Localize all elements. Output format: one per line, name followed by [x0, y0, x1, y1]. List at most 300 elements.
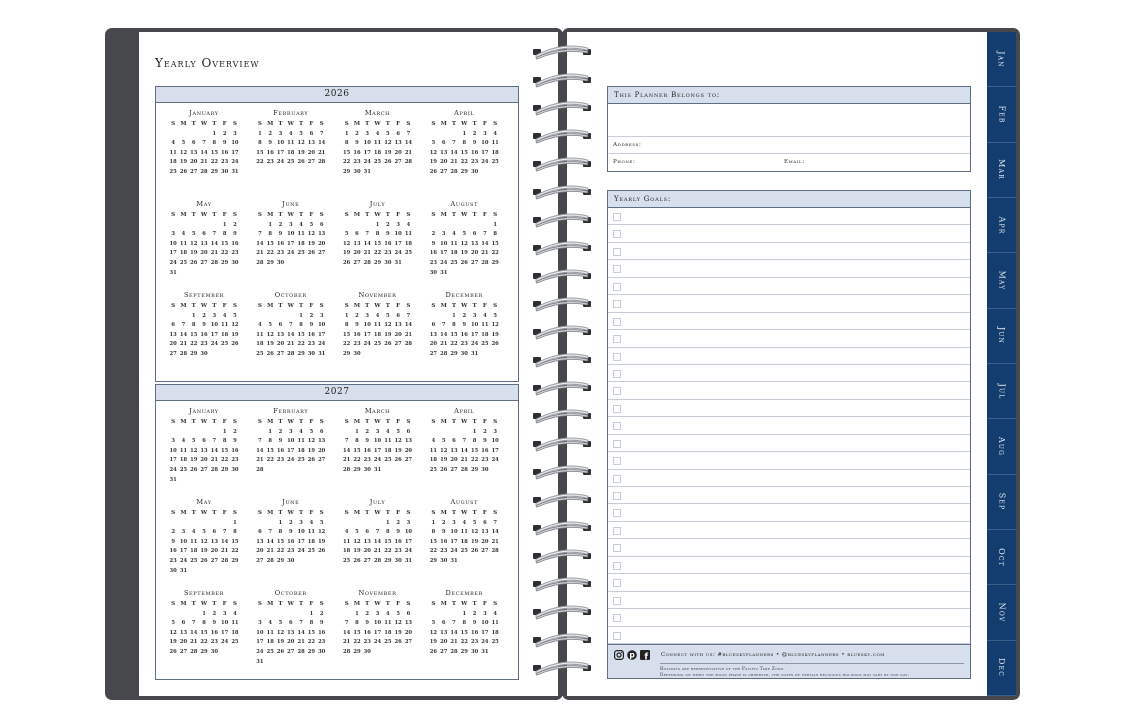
day-number: 30 [353, 168, 361, 175]
month-name: January [189, 407, 219, 415]
weekday-label: S [171, 510, 176, 516]
goal-checkbox[interactable] [613, 370, 621, 378]
day-number: 18 [231, 629, 239, 636]
goal-line[interactable] [608, 278, 970, 295]
day-number: 9 [462, 322, 467, 329]
day-number: 3 [483, 130, 487, 137]
day-number: 14 [481, 240, 489, 247]
day-grid [428, 428, 500, 476]
day-number: 6 [319, 221, 324, 228]
weekday-label: S [232, 303, 237, 309]
day-number: 16 [440, 538, 448, 545]
day-number: 26 [460, 259, 468, 266]
day-number: 19 [394, 447, 402, 454]
goal-line[interactable] [608, 348, 970, 365]
day-number: 14 [363, 240, 371, 247]
weekday-label: S [431, 212, 436, 218]
goal-checkbox[interactable] [613, 335, 621, 343]
goal-line[interactable] [608, 365, 970, 382]
goal-checkbox[interactable] [613, 632, 621, 640]
day-number: 6 [288, 620, 293, 627]
goal-checkbox[interactable] [613, 509, 621, 517]
month-calendar [428, 199, 515, 290]
day-number: 9 [355, 322, 359, 329]
month-calendar [255, 406, 342, 497]
goal-checkbox[interactable] [613, 283, 621, 291]
day-number: 2 [222, 130, 227, 137]
day-number: 21 [256, 250, 264, 257]
day-number: 28 [450, 168, 458, 175]
weekday-label: T [365, 510, 370, 516]
empty-day [459, 428, 469, 438]
day-number: 23 [318, 639, 326, 646]
month-tab-nov[interactable] [987, 585, 1016, 640]
month-tab-oct[interactable] [987, 530, 1016, 585]
day-number: 4 [462, 519, 467, 526]
day-number: 22 [450, 341, 458, 348]
day-number: 17 [481, 149, 489, 156]
weekday-label: T [212, 212, 217, 218]
day-number: 25 [307, 548, 315, 555]
weekday-header-row [168, 120, 240, 130]
day-number: 17 [169, 250, 177, 257]
facebook-icon [640, 650, 650, 660]
goal-line[interactable] [608, 330, 970, 347]
day-number: 28 [190, 648, 198, 655]
month-name: September [183, 291, 225, 299]
empty-day [362, 221, 372, 231]
day-number: 22 [297, 341, 305, 348]
day-number: 31 [470, 350, 479, 357]
month-tab-label: Feb [996, 105, 1006, 124]
day-number: 4 [181, 231, 186, 238]
day-number: 18 [256, 341, 264, 348]
weekday-label: F [396, 212, 401, 218]
weekday-label: F [482, 601, 487, 607]
goal-line[interactable] [608, 504, 970, 521]
day-number: 28 [343, 648, 351, 655]
goal-line[interactable] [608, 574, 970, 591]
goal-checkbox[interactable] [613, 213, 621, 221]
goal-checkbox[interactable] [613, 300, 621, 308]
weekday-label: S [257, 212, 262, 218]
weekday-label: S [232, 601, 237, 607]
day-number: 26 [384, 159, 392, 166]
day-number: 21 [440, 341, 448, 348]
day-number: 23 [394, 548, 402, 555]
month-tab-dec[interactable] [987, 641, 1016, 696]
day-number: 26 [384, 341, 392, 348]
weekday-label: F [482, 303, 487, 309]
weekday-label: M [440, 510, 447, 516]
weekday-label: W [461, 212, 468, 218]
weekday-label: T [385, 601, 390, 607]
day-number: 5 [396, 610, 400, 617]
goal-checkbox[interactable] [613, 265, 621, 273]
day-number: 11 [384, 620, 392, 627]
goal-checkbox[interactable] [613, 544, 621, 552]
day-number: 15 [231, 538, 239, 545]
day-number: 27 [179, 648, 188, 655]
goal-checkbox[interactable] [613, 387, 621, 395]
day-number: 24 [256, 648, 264, 655]
goal-checkbox[interactable] [613, 457, 621, 465]
day-number: 31 [440, 269, 448, 276]
day-number: 23 [470, 639, 479, 646]
day-number: 29 [470, 466, 479, 473]
day-number: 13 [450, 447, 458, 454]
weekday-label: S [319, 601, 324, 607]
spiral-coil [531, 184, 593, 200]
day-number: 5 [202, 529, 206, 536]
goal-line[interactable] [608, 435, 970, 452]
day-number: 14 [266, 538, 274, 545]
month-tab-aug[interactable] [987, 419, 1016, 474]
day-number: 26 [190, 466, 198, 473]
weekday-label: S [232, 212, 237, 218]
empty-day [459, 221, 469, 231]
goal-checkbox[interactable] [613, 440, 621, 448]
day-number: 18 [179, 457, 188, 464]
day-number: 30 [231, 259, 239, 266]
day-number: 27 [307, 159, 315, 166]
goal-checkbox[interactable] [613, 422, 621, 430]
weekday-label: M [180, 510, 187, 516]
goal-checkbox[interactable] [613, 579, 621, 587]
day-number: 31 [169, 476, 177, 483]
weekday-label: S [257, 601, 262, 607]
month-name: April [454, 109, 475, 117]
day-number: 9 [355, 140, 359, 147]
weekday-header-row [168, 509, 240, 519]
day-number: 18 [404, 240, 413, 247]
month-calendar [255, 497, 342, 588]
weekday-label: M [353, 601, 361, 607]
day-number: 14 [343, 447, 351, 454]
spiral-coil [531, 44, 593, 60]
day-number: 10 [287, 438, 295, 445]
day-number: 15 [276, 538, 285, 545]
day-number: 20 [394, 331, 402, 338]
day-grid [342, 519, 414, 567]
day-number: 7 [181, 322, 186, 329]
weekday-label: S [344, 419, 349, 425]
day-number: 12 [266, 331, 274, 338]
day-number: 17 [231, 149, 239, 156]
day-number: 7 [344, 438, 349, 445]
goal-line[interactable] [608, 557, 970, 574]
day-number: 10 [470, 322, 479, 329]
goal-line[interactable] [608, 470, 970, 487]
weekday-header-row [428, 211, 500, 221]
goal-checkbox[interactable] [613, 562, 621, 570]
instagram-icon [614, 650, 624, 660]
day-number: 18 [266, 639, 274, 646]
empty-day [265, 519, 275, 529]
day-number: 17 [470, 331, 479, 338]
day-number: 1 [493, 221, 497, 228]
day-number: 23 [266, 159, 274, 166]
goal-checkbox[interactable] [613, 527, 621, 535]
day-number: 4 [309, 519, 314, 526]
day-number: 22 [200, 639, 208, 646]
day-grid [428, 519, 500, 567]
goal-line[interactable] [608, 208, 970, 225]
day-number: 8 [268, 438, 272, 445]
day-number: 26 [429, 168, 438, 175]
goal-line[interactable] [608, 592, 970, 609]
goal-line[interactable] [608, 487, 970, 504]
empty-day [209, 428, 219, 438]
weekday-label: M [440, 212, 447, 218]
weekday-label: S [232, 510, 237, 516]
day-number: 16 [470, 149, 479, 156]
goal-line[interactable] [608, 313, 970, 330]
weekday-label: W [287, 601, 294, 607]
day-number: 24 [373, 457, 382, 464]
weekday-label: S [406, 510, 411, 516]
day-number: 1 [344, 130, 349, 137]
day-number: 16 [318, 629, 326, 636]
month-tab-apr[interactable] [987, 198, 1016, 253]
day-number: 23 [353, 159, 361, 166]
goal-line[interactable] [608, 400, 970, 417]
weekday-label: F [309, 121, 314, 127]
empty-day [428, 130, 438, 140]
day-number: 9 [171, 538, 175, 545]
day-number: 5 [441, 438, 446, 445]
day-number: 7 [202, 140, 206, 147]
day-number: 3 [288, 428, 293, 435]
day-number: 14 [450, 149, 458, 156]
weekday-label: S [493, 303, 498, 309]
day-number: 5 [309, 428, 314, 435]
goal-line[interactable] [608, 225, 970, 242]
day-number: 20 [318, 447, 326, 454]
month-name: February [273, 407, 309, 415]
month-name: January [189, 109, 219, 117]
month-tab-jan[interactable] [987, 32, 1016, 87]
day-number: 21 [179, 341, 188, 348]
weekday-label: T [191, 601, 196, 607]
day-number: 2 [386, 221, 390, 228]
day-number: 1 [386, 519, 390, 526]
day-number: 12 [179, 149, 188, 156]
day-number: 21 [210, 457, 218, 464]
month-tab-jun[interactable] [987, 309, 1016, 364]
day-number: 17 [373, 629, 382, 636]
day-number: 11 [287, 140, 295, 147]
goal-line[interactable] [608, 539, 970, 556]
day-grid [342, 312, 414, 360]
day-number: 11 [256, 331, 264, 338]
day-number: 11 [190, 538, 198, 545]
goal-checkbox[interactable] [613, 405, 621, 413]
empty-day [178, 428, 188, 438]
day-number: 5 [472, 519, 477, 526]
day-number: 3 [222, 610, 227, 617]
day-number: 20 [450, 457, 458, 464]
day-number: 27 [200, 259, 208, 266]
weekday-label: W [200, 212, 208, 218]
day-number: 18 [491, 629, 499, 636]
day-number: 23 [169, 557, 177, 564]
day-number: 17 [210, 331, 218, 338]
day-number: 24 [373, 639, 382, 646]
day-number: 18 [450, 250, 458, 257]
goal-checkbox[interactable] [613, 318, 621, 326]
empty-day [342, 519, 352, 529]
month-tab-may[interactable] [987, 253, 1016, 308]
day-number: 8 [309, 620, 314, 627]
spiral-coil [531, 240, 593, 256]
day-number: 14 [343, 629, 351, 636]
month-name: July [369, 200, 386, 208]
goal-checkbox[interactable] [613, 475, 621, 483]
day-number: 24 [440, 259, 448, 266]
day-number: 26 [353, 557, 361, 564]
day-number: 13 [429, 331, 438, 338]
goal-checkbox[interactable] [613, 492, 621, 500]
day-grid [255, 130, 327, 168]
day-number: 17 [297, 538, 305, 545]
day-number: 2 [309, 312, 314, 319]
address-field[interactable] [608, 137, 970, 154]
weekday-label: W [287, 303, 294, 309]
weekday-label: T [191, 419, 196, 425]
spiral-coil [531, 660, 593, 676]
day-number: 2 [472, 130, 477, 137]
day-number: 28 [200, 168, 208, 175]
day-number: 10 [297, 529, 305, 536]
goal-line[interactable] [608, 627, 970, 644]
day-number: 22 [221, 250, 229, 257]
weekday-label: F [309, 510, 314, 516]
day-number: 11 [297, 438, 305, 445]
day-number: 3 [483, 610, 487, 617]
goal-line[interactable] [608, 295, 970, 312]
name-field[interactable] [608, 104, 970, 137]
day-number: 30 [470, 168, 479, 175]
weekday-label: M [353, 419, 361, 425]
goal-checkbox[interactable] [613, 614, 621, 622]
empty-day [449, 428, 459, 438]
day-number: 8 [222, 438, 227, 445]
day-number: 21 [363, 250, 371, 257]
day-number: 21 [210, 250, 218, 257]
day-number: 4 [483, 312, 487, 319]
weekday-label: T [451, 303, 457, 309]
day-grid [168, 221, 240, 279]
goal-line[interactable] [608, 260, 970, 277]
weekday-label: W [461, 303, 468, 309]
month-tab-jul[interactable] [987, 364, 1016, 419]
weekday-label: F [222, 601, 227, 607]
day-number: 2 [288, 519, 293, 526]
day-number: 12 [276, 629, 285, 636]
day-number: 23 [384, 250, 392, 257]
day-grid [255, 221, 327, 269]
goal-line[interactable] [608, 382, 970, 399]
day-number: 6 [191, 140, 196, 147]
phone-email-field[interactable] [608, 154, 970, 171]
day-number: 29 [460, 648, 468, 655]
weekday-label: W [200, 510, 208, 516]
month-name: August [450, 498, 479, 506]
month-name: August [450, 200, 479, 208]
empty-day [255, 428, 265, 438]
day-number: 20 [307, 149, 315, 156]
goal-line[interactable] [608, 417, 970, 434]
weekday-header-row [168, 211, 240, 221]
day-number: 19 [470, 538, 479, 545]
pinterest-icon [627, 650, 637, 660]
weekday-header-row [255, 600, 327, 610]
day-number: 12 [429, 149, 438, 156]
day-number: 25 [169, 168, 177, 175]
day-number: 15 [353, 447, 361, 454]
month-tab-sep[interactable] [987, 475, 1016, 530]
weekday-label: F [222, 212, 227, 218]
weekday-label: S [171, 212, 176, 218]
day-number: 31 [318, 350, 326, 357]
goal-line[interactable] [608, 452, 970, 469]
day-number: 1 [462, 130, 467, 137]
goal-checkbox[interactable] [613, 230, 621, 238]
day-number: 7 [365, 231, 370, 238]
weekday-label: T [472, 212, 477, 218]
goal-line[interactable] [608, 609, 970, 626]
day-number: 19 [491, 331, 499, 338]
day-number: 27 [440, 168, 448, 175]
day-number: 16 [353, 149, 361, 156]
day-number: 28 [450, 648, 458, 655]
month-tab-mar[interactable] [987, 143, 1016, 198]
day-number: 11 [373, 140, 382, 147]
day-number: 9 [483, 438, 487, 445]
day-number: 28 [481, 259, 489, 266]
day-number: 13 [394, 140, 402, 147]
planner-owner-box [607, 86, 971, 172]
day-number: 13 [210, 538, 218, 545]
day-number: 19 [179, 159, 188, 166]
day-number: 10 [231, 140, 239, 147]
weekday-label: S [493, 510, 498, 516]
goal-lines [608, 208, 970, 644]
day-number: 15 [353, 629, 361, 636]
month-tab-feb[interactable] [987, 87, 1016, 142]
goal-line[interactable] [608, 243, 970, 260]
day-number: 1 [355, 428, 359, 435]
goal-line[interactable] [608, 522, 970, 539]
weekday-label: F [396, 601, 401, 607]
day-number: 12 [190, 447, 198, 454]
goal-checkbox[interactable] [613, 248, 621, 256]
day-number: 5 [181, 140, 186, 147]
goal-checkbox[interactable] [613, 597, 621, 605]
weekday-label: F [396, 510, 401, 516]
day-number: 7 [452, 140, 456, 147]
day-number: 11 [450, 240, 458, 247]
day-number: 8 [386, 529, 390, 536]
goal-checkbox[interactable] [613, 353, 621, 361]
weekday-label: S [232, 419, 237, 425]
day-number: 6 [202, 438, 206, 445]
weekday-label: F [222, 121, 227, 127]
spiral-coil [531, 156, 593, 172]
page-title: Yearly Overview [155, 56, 260, 70]
empty-day [178, 130, 188, 140]
